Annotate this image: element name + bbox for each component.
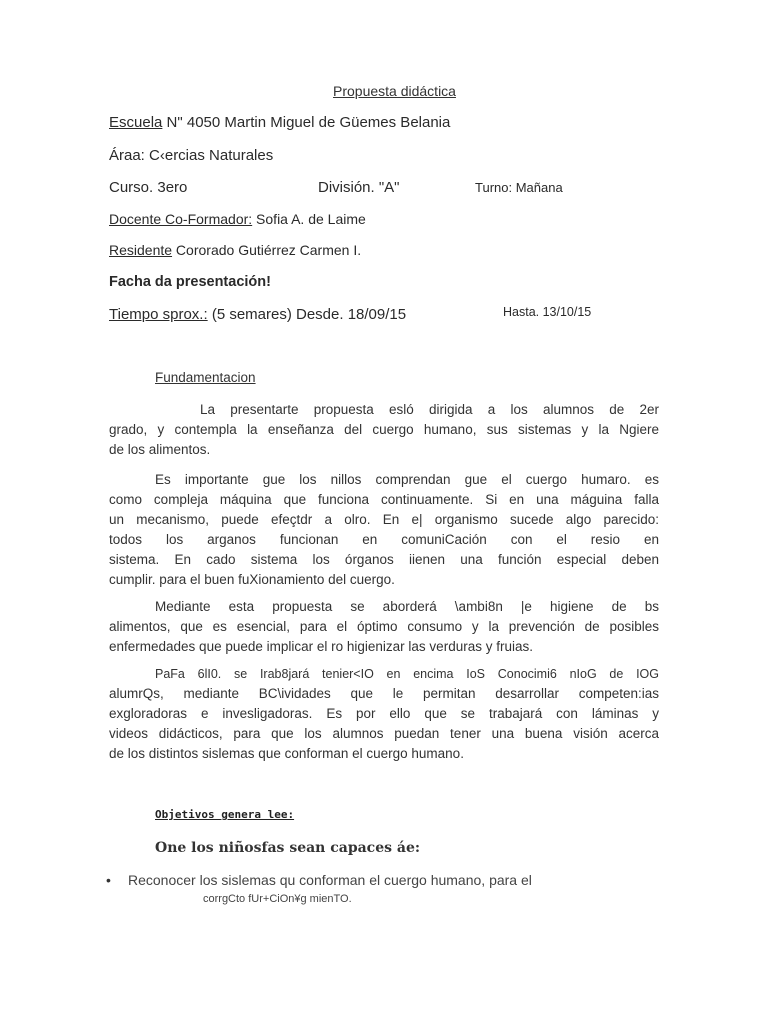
paragraph-line: enfermedades que puede implicar el ro higienizar las verduras y fruias. [109,639,533,654]
turno-text: Turno: Mañana [475,180,563,195]
paragraph-line: PaFa 6lI0. se Irab8jará tenier<IO en encima IoS Conocimi6 nIoG de IOG [155,667,659,681]
objetivos-subheading: One los niñosfas sean capaces áe: [155,840,421,856]
fundamentacion-heading: Fundamentacion [155,370,256,385]
paragraph-line: videos didácticos, para que los alumnos puedan tener una buena visión acerca [109,726,659,741]
escuela-line [109,114,450,131]
docente-line [109,211,366,227]
residente-line [109,242,361,258]
tiempo-label: Tiempo sprox.: [109,306,208,323]
paragraph-line: alimentos, que es esencial, para el óptimo consumo y la prevención de posibles [109,619,659,634]
bullet-icon: • [106,872,111,888]
escuela-value: N" 4050 Martin Miguel de Güemes Belania [162,114,451,131]
paragraph-line: exgloradoras e invesligadoras. Es por ello que se trabajará con láminas y [109,706,659,721]
paragraph-line: Es importante gue los nillos comprendan gue el cuergo humaro. es [155,472,659,487]
docente-label: Docente Co-Formador: [109,211,253,227]
paragraph-line: Mediante esta propuesta se aborderá \ambi8n |e higiene de bs [155,599,659,614]
paragraph-line: alumrQs, mediante BC\ividades que le permitan desarrollar competen:ias [109,686,659,701]
area-line: Áraa: C‹ercias Naturales [109,147,274,164]
fecha-presentacion: Facha da presentación! [109,274,271,290]
paragraph-line: cumplir. para el buen fuXionamiento del cuergo. [109,572,395,587]
paragraph-line: de los distintos sislemas que conforman el cuergo humano. [109,746,464,761]
hasta-text: Hasta. 13/10/15 [503,305,592,319]
paragraph-line: todos los arganos funcionan en comuniCación con el resio en [109,532,659,547]
paragraph-line: grado, y contempla la enseñanza del cuergo humano, sus sistemas y la Ngiere [109,422,659,437]
tiempo-line [109,306,406,323]
escuela-label: Escuela [109,114,163,131]
paragraph-line: sistema. En cado sistema los órganos iienen una función especial deben [109,552,659,567]
objective-item-continuation: corrgCto fUr+CiOn¥g mienTO. [203,893,352,905]
residente-label: Residente [109,242,173,258]
paragraph-line: La presentarte propuesta esló dirigida a los alumnos de 2er [200,402,659,417]
residente-value: Cororado Gutiérrez Carmen I. [172,242,362,258]
division-text: División. "A" [318,179,400,196]
paragraph-2 [109,470,659,590]
docente-value: Sofia A. de Laime [252,211,366,227]
paragraph-1 [109,400,659,460]
curso-text: Curso. 3ero [109,179,188,196]
tiempo-value: (5 semares) Desde. 18/09/15 [207,306,407,323]
paragraph-4 [109,664,659,764]
paragraph-line: un mecanismo, puede efeçtdr a olro. En e| organismo sucede algo parecido: [109,512,659,527]
document-title: Propuesta didáctica [333,83,456,99]
paragraph-3 [109,597,659,657]
objective-item-text: Reconocer los sislemas qu conforman el cuergo humano, para el [128,872,532,888]
paragraph-line: como compleja máquina que funciona continuamente. Si en una máguina falla [109,492,659,507]
objetivos-heading: Objetivos genera lee: [155,808,295,821]
paragraph-line: de los alimentos. [109,442,211,457]
